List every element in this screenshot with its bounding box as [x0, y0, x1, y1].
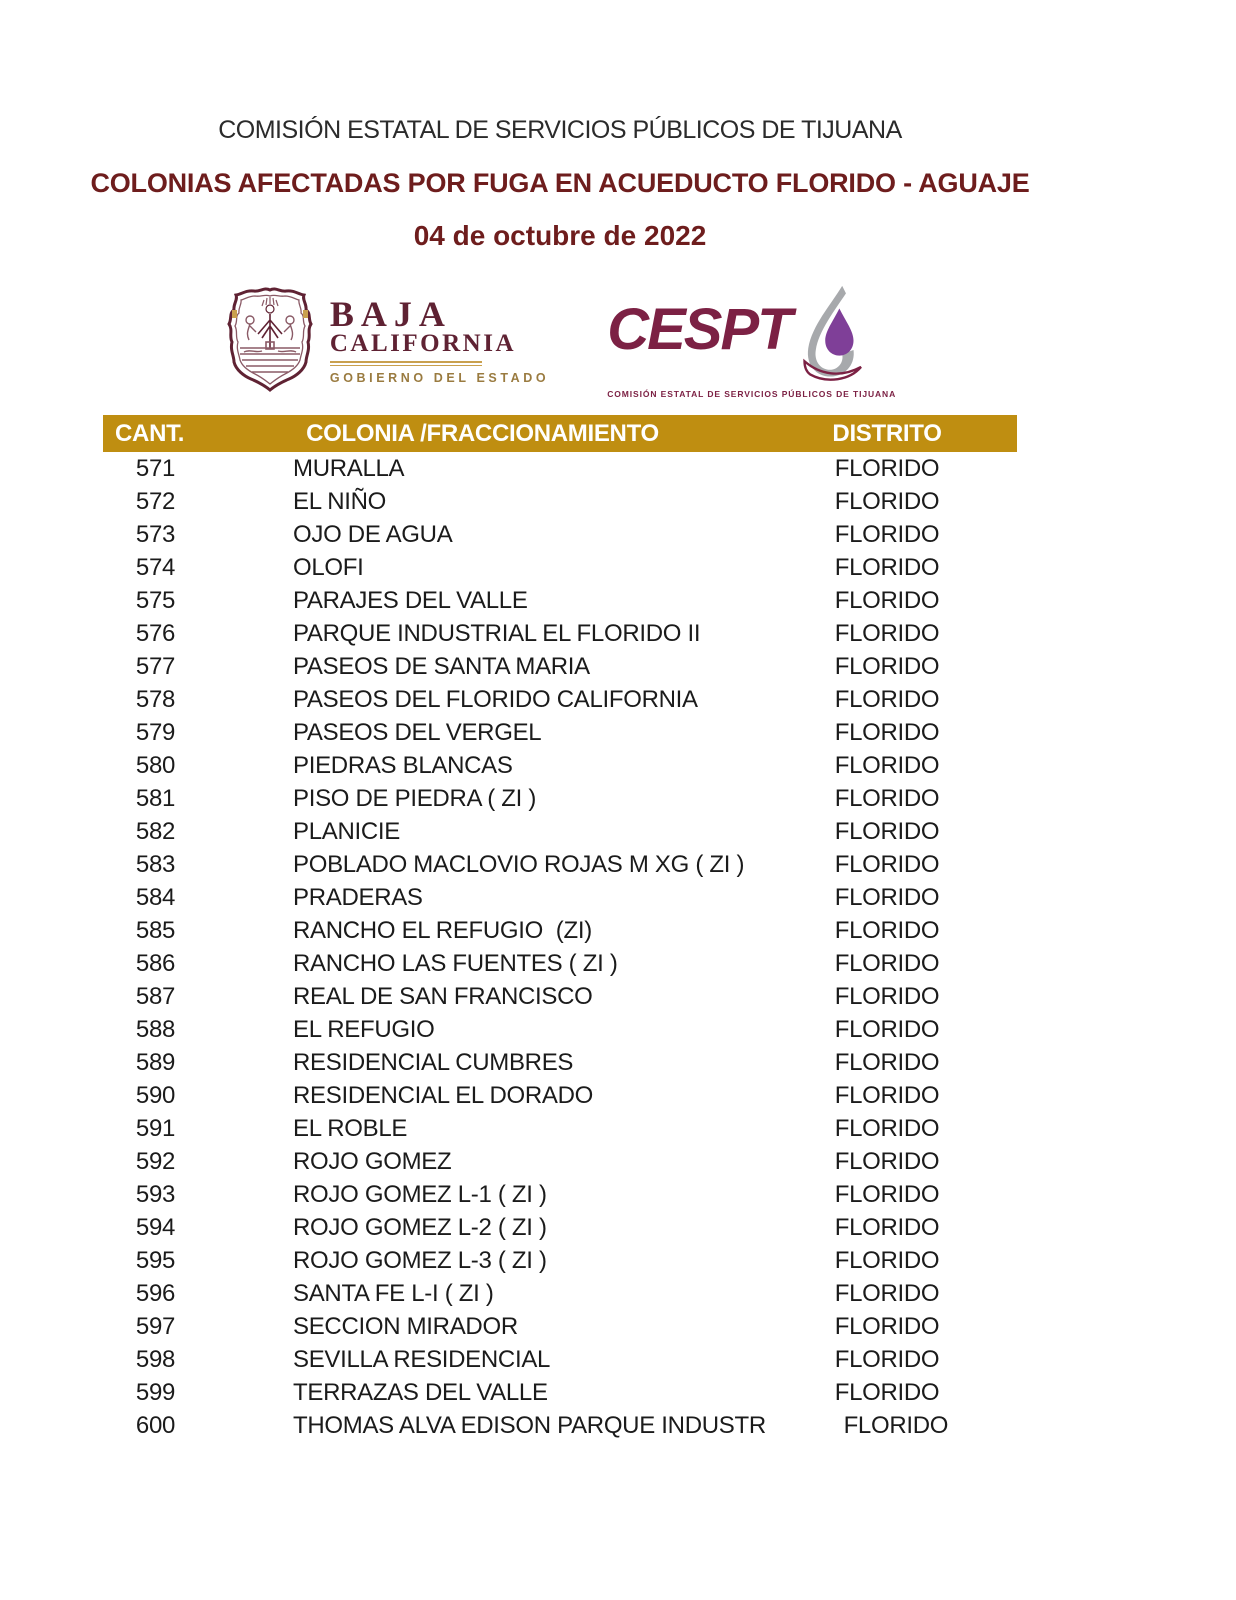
cell-distrito: FLORIDO	[834, 685, 940, 713]
cell-cant: 598	[135, 1345, 176, 1373]
table-row	[103, 1343, 1017, 1376]
cell-distrito: FLORIDO	[834, 1312, 940, 1340]
table-row	[103, 650, 1017, 683]
cell-distrito: FLORIDO	[834, 751, 940, 779]
table-row	[103, 518, 1017, 551]
cell-colonia: TERRAZAS DEL VALLE	[293, 1378, 548, 1406]
cell-distrito: FLORIDO	[834, 1345, 940, 1373]
cell-cant: 585	[135, 916, 176, 944]
cell-distrito: FLORIDO	[834, 718, 940, 746]
cell-distrito: FLORIDO	[834, 1213, 940, 1241]
california-word: CALIFORNIA	[329, 330, 516, 357]
cell-cant: 577	[135, 652, 176, 680]
table-header-row	[103, 415, 1017, 452]
cell-colonia: RANCHO EL REFUGIO (ZI)	[293, 916, 592, 944]
table-row	[103, 782, 1017, 815]
cell-colonia: PLANICIE	[293, 817, 400, 845]
table-row	[103, 815, 1017, 848]
cell-cant: 600	[135, 1411, 176, 1439]
cell-colonia: PIEDRAS BLANCAS	[293, 751, 513, 779]
column-header-distrito: DISTRITO	[832, 419, 942, 447]
cell-cant: 597	[135, 1312, 176, 1340]
cell-distrito: FLORIDO	[834, 1081, 940, 1109]
cell-colonia: POBLADO MACLOVIO ROJAS M XG ( ZI )	[293, 850, 745, 878]
table-row	[103, 716, 1017, 749]
cell-cant: 580	[135, 751, 176, 779]
table-row	[103, 1244, 1017, 1277]
cell-distrito: FLORIDO	[834, 916, 940, 944]
table-row	[103, 1178, 1017, 1211]
baja-california-crest-icon	[224, 286, 316, 397]
cell-cant: 584	[135, 883, 176, 911]
cell-distrito: FLORIDO	[843, 1411, 949, 1439]
table-row	[103, 1013, 1017, 1046]
organization-title: COMISIÓN ESTATAL DE SERVICIOS PÚBLICOS DE TIJUANA	[218, 116, 902, 144]
cell-distrito: FLORIDO	[834, 982, 940, 1010]
cell-cant: 571	[135, 454, 176, 482]
cespt-tagline: COMISIÓN ESTATAL DE SERVICIOS PÚBLICOS DE TIJUANA	[607, 388, 897, 399]
cell-distrito: FLORIDO	[834, 586, 940, 614]
cell-distrito: FLORIDO	[834, 1114, 940, 1142]
cell-colonia: EL ROBLE	[293, 1114, 408, 1142]
table-row	[103, 848, 1017, 881]
cell-distrito: FLORIDO	[834, 949, 940, 977]
cell-distrito: FLORIDO	[834, 1015, 940, 1043]
cell-cant: 593	[135, 1180, 176, 1208]
cell-colonia: SECCION MIRADOR	[293, 1312, 518, 1340]
cell-colonia: PASEOS DE SANTA MARIA	[293, 652, 590, 680]
table-row	[103, 1079, 1017, 1112]
cell-colonia: EL REFUGIO	[293, 1015, 435, 1043]
cell-cant: 582	[135, 817, 176, 845]
logos-row	[103, 282, 1017, 400]
cell-cant: 575	[135, 586, 176, 614]
cell-distrito: FLORIDO	[834, 652, 940, 680]
cell-distrito: FLORIDO	[834, 553, 940, 581]
cell-colonia: REAL DE SAN FRANCISCO	[293, 982, 593, 1010]
cell-cant: 595	[135, 1246, 176, 1274]
table-row	[103, 1112, 1017, 1145]
water-drop-icon	[795, 284, 863, 387]
baja-california-logo	[224, 286, 549, 397]
cell-colonia: OLOFI	[293, 553, 364, 581]
cell-cant: 599	[135, 1378, 176, 1406]
cell-colonia: ROJO GOMEZ	[293, 1147, 452, 1175]
cell-cant: 578	[135, 685, 176, 713]
cell-cant: 587	[135, 982, 176, 1010]
cell-colonia: OJO DE AGUA	[293, 520, 453, 548]
table-row	[103, 914, 1017, 947]
cell-colonia: PRADERAS	[293, 883, 423, 911]
cell-cant: 590	[135, 1081, 176, 1109]
cell-colonia: MURALLA	[293, 454, 405, 482]
table-row	[103, 584, 1017, 617]
cell-distrito: FLORIDO	[834, 520, 940, 548]
cell-distrito: FLORIDO	[834, 784, 940, 812]
cell-cant: 594	[135, 1213, 176, 1241]
baja-california-wordmark	[329, 294, 550, 385]
cell-distrito: FLORIDO	[834, 817, 940, 845]
document-title: COLONIAS AFECTADAS POR FUGA EN ACUEDUCTO FLORIDO - AGUAJE	[90, 168, 1030, 198]
cell-cant: 586	[135, 949, 176, 977]
cell-distrito: FLORIDO	[834, 1378, 940, 1406]
document-date: 04 de octubre de 2022	[413, 220, 707, 251]
cell-distrito: FLORIDO	[834, 1048, 940, 1076]
cell-distrito: FLORIDO	[834, 1147, 940, 1175]
table-row	[103, 485, 1017, 518]
cell-distrito: FLORIDO	[834, 850, 940, 878]
table-row	[103, 1376, 1017, 1409]
cell-cant: 592	[135, 1147, 176, 1175]
baja-word: BAJA	[329, 294, 452, 334]
cell-colonia: THOMAS ALVA EDISON PARQUE INDUSTR	[293, 1411, 766, 1439]
cell-distrito: FLORIDO	[834, 619, 940, 647]
cell-distrito: FLORIDO	[834, 454, 940, 482]
cell-colonia: RESIDENCIAL EL DORADO	[293, 1081, 593, 1109]
cell-cant: 574	[135, 553, 176, 581]
cell-colonia: SEVILLA RESIDENCIAL	[293, 1345, 551, 1373]
gobierno-del-estado-label: GOBIERNO DEL ESTADO	[329, 371, 550, 385]
cespt-logo	[607, 284, 896, 399]
table-row	[103, 1046, 1017, 1079]
cell-colonia: RANCHO LAS FUENTES ( ZI )	[293, 949, 618, 977]
table-row	[103, 881, 1017, 914]
cell-colonia: EL NIÑO	[293, 487, 387, 515]
cell-cant: 589	[135, 1048, 176, 1076]
column-header-cant: CANT.	[115, 419, 185, 447]
cell-colonia: PISO DE PIEDRA ( ZI )	[293, 784, 537, 812]
cell-distrito: FLORIDO	[834, 1180, 940, 1208]
cell-cant: 576	[135, 619, 176, 647]
cell-cant: 573	[135, 520, 176, 548]
cell-colonia: PASEOS DEL VERGEL	[293, 718, 542, 746]
cell-colonia: ROJO GOMEZ L-2 ( ZI )	[293, 1213, 547, 1241]
table-row	[103, 452, 1017, 485]
cell-distrito: FLORIDO	[834, 487, 940, 515]
table-row	[103, 1409, 1017, 1442]
table-row	[103, 617, 1017, 650]
table-row	[103, 551, 1017, 584]
cell-colonia: ROJO GOMEZ L-3 ( ZI )	[293, 1246, 547, 1274]
cell-distrito: FLORIDO	[834, 1246, 940, 1274]
table-row	[103, 1145, 1017, 1178]
cell-distrito: FLORIDO	[834, 883, 940, 911]
cell-colonia: RESIDENCIAL CUMBRES	[293, 1048, 574, 1076]
cell-cant: 596	[135, 1279, 176, 1307]
table-row	[103, 1277, 1017, 1310]
cell-colonia: PARAJES DEL VALLE	[293, 586, 528, 614]
table-row	[103, 980, 1017, 1013]
table-row	[103, 947, 1017, 980]
cespt-wordmark: CESPT	[607, 296, 791, 362]
cell-cant: 572	[135, 487, 176, 515]
cell-cant: 579	[135, 718, 176, 746]
table-row	[103, 749, 1017, 782]
colonias-table	[103, 415, 1017, 1442]
cell-cant: 588	[135, 1015, 176, 1043]
cell-cant: 583	[135, 850, 176, 878]
table-body	[103, 452, 1017, 1442]
cell-colonia: PASEOS DEL FLORIDO CALIFORNIA	[293, 685, 698, 713]
cell-cant: 591	[135, 1114, 176, 1142]
cell-cant: 581	[135, 784, 176, 812]
column-header-colonia: COLONIA /FRACCIONAMIENTO	[306, 419, 659, 447]
cell-distrito: FLORIDO	[834, 1279, 940, 1307]
gold-divider	[330, 361, 482, 366]
cell-colonia: ROJO GOMEZ L-1 ( ZI )	[293, 1180, 547, 1208]
table-row	[103, 1310, 1017, 1343]
cell-colonia: PARQUE INDUSTRIAL EL FLORIDO II	[293, 619, 701, 647]
cell-colonia: SANTA FE L-I ( ZI )	[293, 1279, 494, 1307]
table-row	[103, 683, 1017, 716]
table-row	[103, 1211, 1017, 1244]
